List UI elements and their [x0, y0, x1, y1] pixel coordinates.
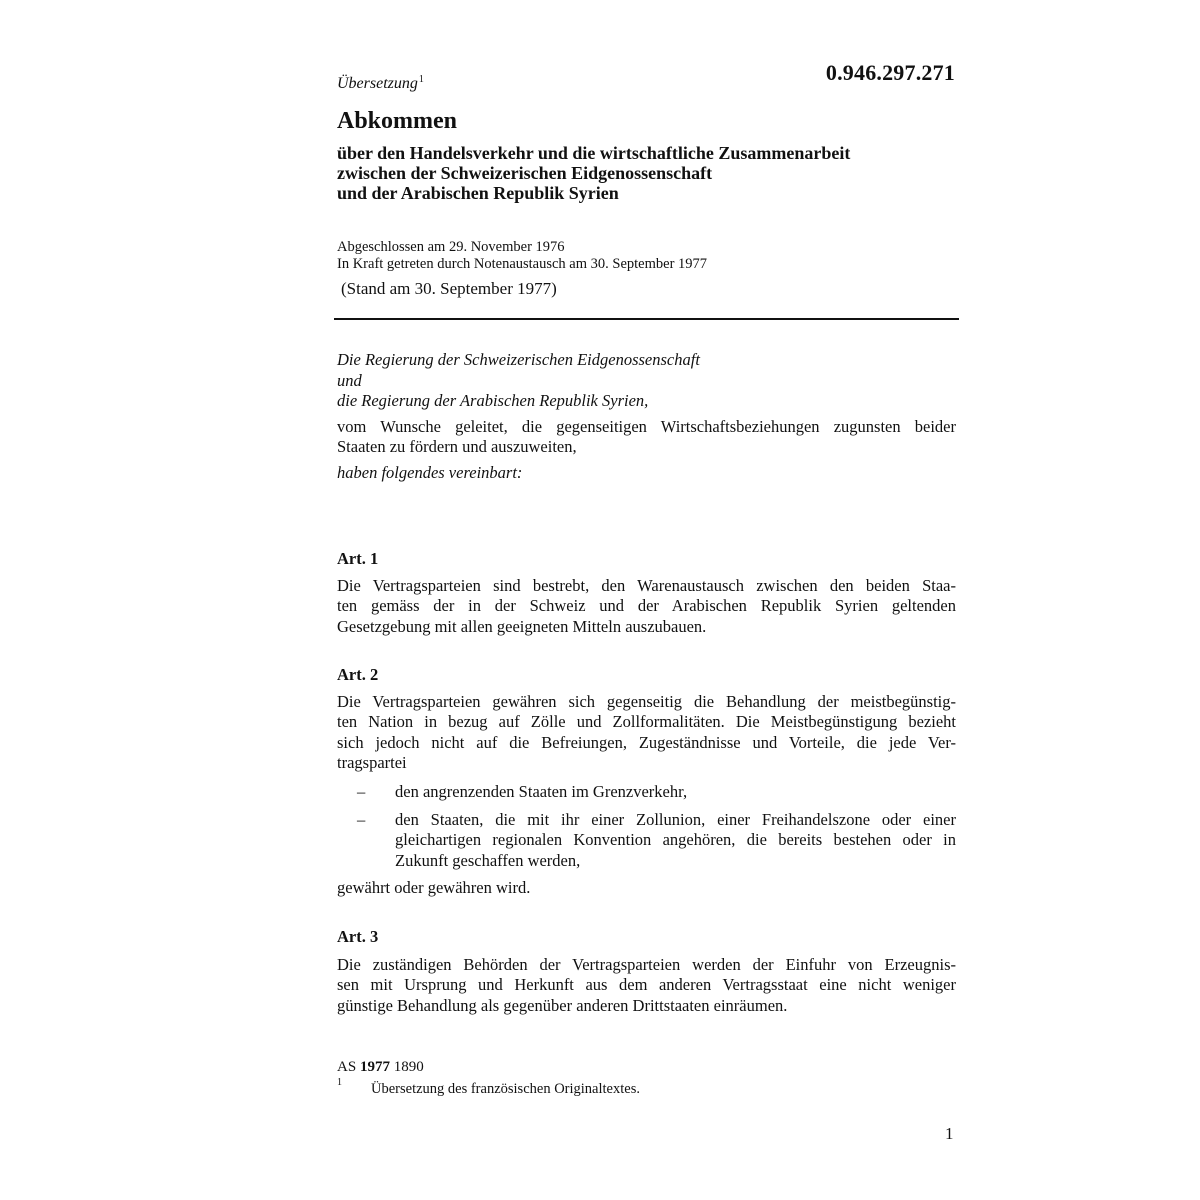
list-line: gleichartigen regionalen Konvention angehören, die bereits bestehen oder in [395, 830, 956, 850]
footnote-reference[interactable]: 1 [418, 74, 424, 85]
subtitle-line: und der Arabischen Republik Syrien [337, 183, 619, 203]
source-page: 1890 [393, 1059, 424, 1075]
official-compilation-reference [337, 1059, 424, 1076]
preamble-agreed: haben folgendes vereinbart: [337, 463, 523, 482]
in-force-date: In Kraft getreten durch Notenaustausch am 30. September 1977 [337, 256, 708, 272]
preamble-recital [337, 417, 956, 458]
article-body [337, 692, 956, 773]
article-line: Die zuständigen Behörden der Vertragsparteien werden der Einfuhr von Erzeugnis- [337, 955, 956, 974]
party-line: die Regierung der Arabischen Republik Syrien, [337, 391, 649, 410]
concluded-date: Abgeschlossen am 29. November 1976 [337, 239, 565, 255]
article-body [337, 576, 956, 637]
list-item-text [395, 782, 956, 802]
conclusion-info [337, 239, 707, 273]
article-line: Die Vertragsparteien gewähren sich gegenseitig die Behandlung der meistbegünstig- [337, 692, 956, 711]
article-closing: gewährt oder gewähren wird. [337, 878, 531, 897]
dash-bullet: – [357, 810, 366, 829]
dash-bullet: – [357, 782, 366, 801]
article-heading: Art. 3 [337, 927, 379, 946]
page-number: 1 [945, 1124, 954, 1143]
recital-line: vom Wunsche geleitet, die gegenseitigen Wirtschaftsbeziehungen zugunsten beider [337, 417, 956, 436]
recital-line: Staaten zu fördern und auszuweiten, [337, 437, 577, 457]
divider [334, 318, 959, 320]
footnote-number: 1 [337, 1077, 342, 1088]
translation-label [337, 74, 424, 93]
article-line: Gesetzgebung mit allen geeigneten Mitteln auszubauen. [337, 616, 707, 636]
list-line: den angrenzenden Staaten im Grenzverkehr, [395, 782, 688, 801]
list-line: Zukunft geschaffen werden, [395, 850, 581, 870]
status-date: (Stand am 30. September 1977) [341, 279, 557, 298]
list-line: den Staaten, die mit ihr einer Zollunion, einer Freihandelszone oder einer [395, 810, 956, 829]
document-subtitle [337, 143, 850, 203]
article-line: sich jedoch nicht auf die Befreiungen, Zugeständnisse und Vorteile, die jede Ver- [337, 732, 956, 752]
article-line: ten gemäss der in der Schweiz und der Arabischen Republik Syrien geltenden [337, 596, 956, 616]
article-line: günstige Behandlung als gegenüber anderen Drittstaaten einräumen. [337, 995, 788, 1015]
article-line: ten Nation in bezug auf Zölle und Zollformalitäten. Die Meistbegünstigung bezieht [337, 712, 956, 732]
sr-number: 0.946.297.271 [825, 60, 955, 85]
list-item-text [395, 810, 956, 871]
source-year: 1977 [359, 1059, 390, 1075]
article-heading: Art. 2 [337, 665, 379, 684]
article-line: Die Vertragsparteien sind bestrebt, den Warenaustausch zwischen den beiden Staa- [337, 576, 956, 595]
party-line: und [337, 370, 362, 390]
article-heading: Art. 1 [337, 549, 379, 568]
subtitle-line: über den Handelsverkehr und die wirtschaftliche Zusammenarbeit [337, 143, 851, 163]
footnote-text: Übersetzung des französischen Originaltextes. [371, 1081, 640, 1097]
source-prefix: AS [337, 1059, 357, 1075]
party-line: Die Regierung der Schweizerischen Eidgenossenschaft [337, 350, 700, 369]
subtitle-line: zwischen der Schweizerischen Eidgenossenschaft [337, 163, 713, 183]
article-body [337, 955, 956, 1016]
document-title: Abkommen [337, 108, 458, 134]
article-line: tragspartei [337, 752, 407, 772]
preamble-parties [337, 350, 700, 412]
article-line: sen mit Ursprung und Herkunft aus dem anderen Vertragsstaat eine nicht weniger [337, 975, 956, 995]
translation-text: Übersetzung [337, 75, 418, 92]
